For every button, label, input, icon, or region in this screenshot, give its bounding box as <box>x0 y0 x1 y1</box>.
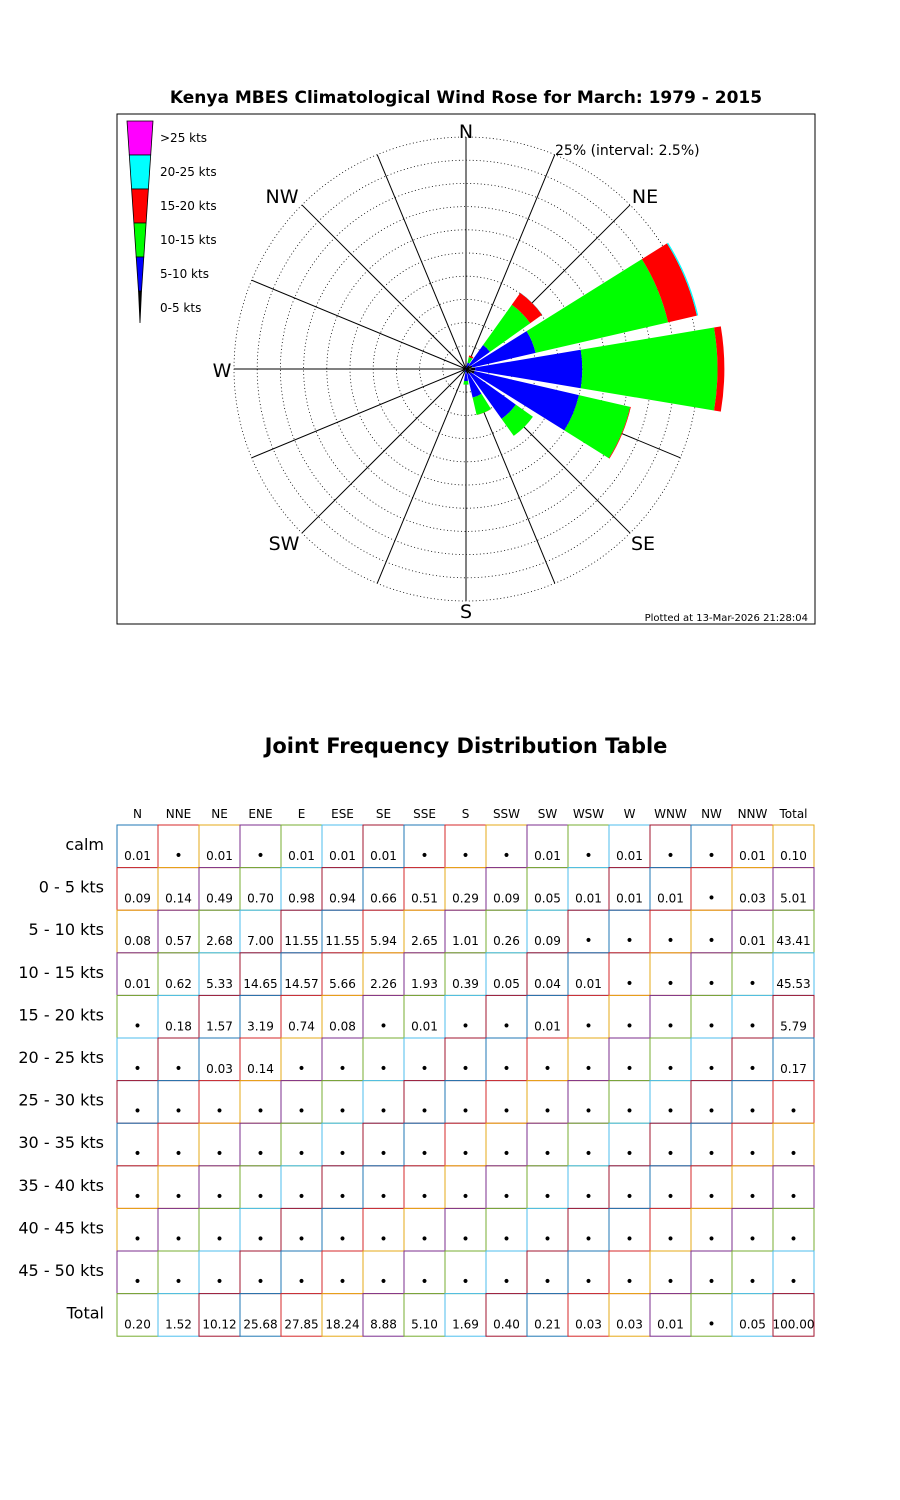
table-cell: • <box>707 1188 716 1205</box>
row-label: 20 - 25 kts <box>18 1048 104 1067</box>
table-cell: • <box>338 1061 347 1077</box>
table-cell: • <box>625 1061 634 1077</box>
table-cell: • <box>707 975 716 992</box>
table-cell: • <box>584 1231 593 1248</box>
table-cell: • <box>174 848 183 864</box>
column-header: W <box>623 807 636 821</box>
table-cell: 1.57 <box>206 1019 233 1034</box>
table-cell: • <box>748 1018 757 1035</box>
plotted-timestamp: Plotted at 13-Mar-2026 21:28:04 <box>644 613 808 624</box>
table-cell: • <box>748 975 757 992</box>
table-cell: 18.24 <box>325 1317 360 1332</box>
row-label: 30 - 35 kts <box>18 1133 104 1153</box>
table-cell: • <box>502 1146 511 1163</box>
table-cell: • <box>379 1274 388 1290</box>
table-cell: • <box>707 1103 716 1120</box>
table-cell: 14.65 <box>243 976 278 991</box>
table-cell: • <box>666 1103 675 1120</box>
legend-label: 10-15 kts <box>160 233 217 247</box>
table-cell: • <box>584 848 593 864</box>
table-cell: • <box>666 1231 675 1248</box>
table-cell: 0.01 <box>124 849 151 863</box>
table-cell: 0.01 <box>657 1317 684 1332</box>
table-cell: • <box>338 1146 347 1163</box>
table-cell: • <box>420 1061 429 1077</box>
table-cell: • <box>666 933 675 950</box>
table-cell: • <box>748 1274 757 1290</box>
table-cell: • <box>584 1018 593 1035</box>
column-header: WNW <box>654 807 687 821</box>
table-cell: • <box>543 1103 552 1120</box>
table-cell: 0.66 <box>370 891 397 906</box>
table-cell: 0.94 <box>329 891 356 906</box>
row-label: 5 - 10 kts <box>28 920 104 940</box>
table-cell: 1.93 <box>411 976 438 991</box>
table-cell: • <box>666 1018 675 1035</box>
row-label: Total <box>66 1303 104 1323</box>
compass-label-se: SE <box>630 533 656 555</box>
table-cell: • <box>133 1188 142 1205</box>
table-cell: • <box>256 1274 265 1290</box>
table-cell: • <box>420 1231 429 1248</box>
table-cell: • <box>584 1061 593 1077</box>
table-cell: • <box>748 1146 757 1163</box>
table-cell: 0.01 <box>329 849 356 863</box>
table-cell: • <box>502 1231 511 1248</box>
table-title: Joint Frequency Distribution Table <box>264 734 668 758</box>
table-cell: • <box>543 1188 552 1205</box>
table-cell: 0.01 <box>534 1019 561 1034</box>
table-cell: • <box>584 933 593 950</box>
table-cell: 0.01 <box>616 891 643 906</box>
table-cell: 0.17 <box>780 1062 807 1076</box>
legend-label: 5-10 kts <box>160 267 209 281</box>
table-cell: 2.26 <box>370 976 397 991</box>
table-cell: 0.03 <box>206 1062 233 1076</box>
table-cell: • <box>625 933 634 950</box>
table-cell: • <box>748 1188 757 1205</box>
table-cell: • <box>256 1103 265 1120</box>
wind-rose-title: Kenya MBES Climatological Wind Rose for March: 1979 - 2015 <box>169 88 763 108</box>
compass-label-w: W <box>212 360 232 382</box>
table-cell: • <box>461 1188 470 1205</box>
table-cell: 0.05 <box>493 976 520 991</box>
table-cell: • <box>789 1188 798 1205</box>
table-cell: 0.01 <box>534 849 561 863</box>
table-cell: 0.10 <box>780 849 807 863</box>
table-cell: • <box>215 1103 224 1120</box>
table-cell: • <box>625 1018 634 1035</box>
table-cell: 0.01 <box>288 849 315 863</box>
table-cell: 0.03 <box>739 891 766 906</box>
table-cell: • <box>666 1274 675 1290</box>
table-cell: • <box>379 1188 388 1205</box>
table-cell: • <box>461 1061 470 1077</box>
table-cell: • <box>461 1274 470 1290</box>
table-cell: • <box>707 1018 716 1035</box>
table-cell: 0.14 <box>165 891 192 906</box>
table-cell: • <box>666 1061 675 1077</box>
legend-label: 15-20 kts <box>160 199 217 213</box>
table-cell: 1.69 <box>452 1317 479 1332</box>
table-cell: • <box>215 1274 224 1290</box>
table-cell: • <box>666 1146 675 1163</box>
row-label: 25 - 30 kts <box>18 1090 104 1110</box>
table-cell: • <box>338 1274 347 1290</box>
table-cell: • <box>420 1103 429 1120</box>
row-label: 15 - 20 kts <box>18 1005 104 1025</box>
table-cell: 0.49 <box>206 891 233 906</box>
table-cell: • <box>133 1146 142 1163</box>
table-cell: • <box>256 848 265 864</box>
table-cell: • <box>584 1146 593 1163</box>
column-header: Total <box>779 807 808 821</box>
table-cell: 0.05 <box>739 1317 766 1332</box>
table-cell: • <box>502 1188 511 1205</box>
table-cell: 0.57 <box>165 934 192 949</box>
table-cell: 0.62 <box>165 976 192 991</box>
table-cell: • <box>133 1018 142 1035</box>
table-cell: 25.68 <box>243 1317 278 1332</box>
table-cell: • <box>420 1146 429 1163</box>
table-cell: • <box>625 1274 634 1290</box>
table-cell: • <box>461 1103 470 1120</box>
table-cell: • <box>420 1274 429 1290</box>
table-cell: • <box>297 1274 306 1290</box>
table-cell: 0.98 <box>288 891 315 906</box>
table-cell: • <box>215 1188 224 1205</box>
column-header: S <box>461 807 470 821</box>
table-cell: 8.88 <box>370 1317 397 1332</box>
table-cell: 27.85 <box>284 1317 319 1332</box>
compass-label-s: S <box>459 601 473 623</box>
table-cell: • <box>707 933 716 950</box>
table-cell: 5.10 <box>411 1317 438 1332</box>
table-cell: • <box>789 1274 798 1290</box>
compass-label-ne: NE <box>631 186 659 208</box>
table-cell: 5.66 <box>329 976 356 991</box>
table-cell: • <box>215 1146 224 1163</box>
column-header: ESE <box>331 807 354 821</box>
table-cell: • <box>625 1146 634 1163</box>
table-cell: • <box>461 848 470 864</box>
table-cell: • <box>502 1018 511 1035</box>
table-cell: 100.00 <box>772 1317 815 1332</box>
column-header: NNE <box>165 807 192 821</box>
table-cell: 14.57 <box>284 976 319 991</box>
table-cell: 0.01 <box>206 849 233 863</box>
table-cell: 0.21 <box>534 1317 561 1332</box>
table-cell: 0.20 <box>124 1317 151 1332</box>
table-cell: 43.41 <box>776 934 811 949</box>
table-cell: 0.09 <box>124 891 151 906</box>
table-cell: • <box>707 890 716 907</box>
table-cell: 5.94 <box>370 934 397 949</box>
table-cell: • <box>133 1231 142 1248</box>
row-label: 10 - 15 kts <box>18 962 104 982</box>
table-cell: • <box>256 1188 265 1205</box>
table-cell: 0.01 <box>575 891 602 906</box>
scale-label: 25% (interval: 2.5%) <box>555 143 700 159</box>
table-cell: 0.01 <box>575 976 602 991</box>
table-cell: • <box>789 1231 798 1248</box>
table-cell: • <box>707 1231 716 1248</box>
table-cell: • <box>748 1103 757 1120</box>
table-cell: • <box>707 1316 716 1333</box>
table-cell: 2.65 <box>411 934 438 949</box>
column-header: SE <box>375 807 392 821</box>
column-header: NE <box>211 807 228 821</box>
table-cell: • <box>133 1061 142 1077</box>
table-cell: 0.01 <box>739 849 766 863</box>
table-cell: 0.40 <box>493 1317 520 1332</box>
table-cell: 0.01 <box>616 849 643 863</box>
table-cell: • <box>461 1018 470 1035</box>
table-cell: 0.03 <box>575 1317 602 1332</box>
table-cell: • <box>789 1146 798 1163</box>
table-cell: • <box>748 1061 757 1077</box>
table-cell: • <box>256 1231 265 1248</box>
column-header: SSE <box>413 807 436 821</box>
table-cell: • <box>297 1188 306 1205</box>
table-cell: 0.09 <box>534 934 561 949</box>
table-cell: 3.19 <box>247 1019 274 1034</box>
table-cell: • <box>133 1103 142 1120</box>
table-cell: • <box>338 1103 347 1120</box>
table-cell: • <box>297 1231 306 1248</box>
table-cell: 0.09 <box>493 891 520 906</box>
column-header: NW <box>701 807 722 821</box>
table-cell: 0.26 <box>493 934 520 949</box>
table-cell: 0.01 <box>739 934 766 949</box>
table-cell: 45.53 <box>776 976 811 991</box>
legend-label: >25 kts <box>160 131 208 145</box>
table-cell: 1.52 <box>165 1317 192 1332</box>
legend-label: 20-25 kts <box>160 165 217 179</box>
table-cell: 0.39 <box>452 976 479 991</box>
column-header: SW <box>537 807 558 821</box>
table-cell: • <box>502 848 511 864</box>
table-cell: • <box>543 1231 552 1248</box>
table-cell: • <box>133 1274 142 1290</box>
table-cell: • <box>338 1188 347 1205</box>
table-cell: 0.04 <box>534 976 561 991</box>
row-label: 35 - 40 kts <box>18 1175 104 1195</box>
table-cell: • <box>174 1061 183 1077</box>
table-cell: • <box>584 1103 593 1120</box>
table-cell: • <box>297 1061 306 1077</box>
table-cell: 0.29 <box>452 891 479 906</box>
table-cell: • <box>297 1103 306 1120</box>
table-cell: • <box>748 1231 757 1248</box>
table-cell: • <box>461 1146 470 1163</box>
table-cell: 0.01 <box>124 976 151 991</box>
table-cell: 0.18 <box>165 1019 192 1034</box>
row-label: calm <box>65 835 104 854</box>
table-cell: • <box>584 1274 593 1290</box>
table-cell: • <box>502 1061 511 1077</box>
table-cell: • <box>625 1231 634 1248</box>
table-cell: 11.55 <box>325 934 360 949</box>
table-cell: • <box>502 1274 511 1290</box>
table-cell: 0.08 <box>329 1019 356 1034</box>
table-cell: • <box>707 848 716 864</box>
column-header: SSW <box>492 807 521 821</box>
table-cell: 0.01 <box>657 891 684 906</box>
table-cell: • <box>297 1146 306 1163</box>
table-cell: • <box>174 1103 183 1120</box>
table-cell: • <box>666 975 675 992</box>
table-cell: • <box>379 1061 388 1077</box>
column-header: ENE <box>248 807 273 821</box>
table-cell: 0.74 <box>288 1019 315 1034</box>
table-cell: • <box>379 1103 388 1120</box>
table-cell: • <box>379 1231 388 1248</box>
table-cell: • <box>379 1146 388 1163</box>
table-cell: 11.55 <box>284 934 319 949</box>
column-header: E <box>297 807 306 821</box>
table-cell: 0.70 <box>247 891 274 906</box>
table-cell: • <box>666 848 675 864</box>
table-cell: 0.03 <box>616 1317 643 1332</box>
table-cell: • <box>420 1188 429 1205</box>
table-cell: • <box>461 1231 470 1248</box>
table-cell: • <box>543 1146 552 1163</box>
table-cell: • <box>379 1018 388 1035</box>
row-label: 45 - 50 kts <box>18 1261 104 1280</box>
table-cell: 5.01 <box>780 891 807 906</box>
table-cell: • <box>543 1274 552 1290</box>
column-header: N <box>133 807 142 821</box>
table-cell: • <box>625 1103 634 1120</box>
table-cell: 2.68 <box>206 934 233 949</box>
table-cell: • <box>707 1274 716 1290</box>
table-cell: 5.79 <box>780 1019 807 1034</box>
table-cell: • <box>625 1188 634 1205</box>
table-cell: 0.01 <box>370 849 397 863</box>
table-cell: 7.00 <box>247 934 274 949</box>
compass-label-n: N <box>458 121 474 143</box>
table-cell: • <box>502 1103 511 1120</box>
table-cell: • <box>420 848 429 864</box>
compass-label-sw: SW <box>268 533 300 555</box>
table-cell: • <box>215 1231 224 1248</box>
table-cell: 0.14 <box>247 1062 274 1076</box>
table-cell: 10.12 <box>202 1317 237 1332</box>
table-cell: • <box>174 1274 183 1290</box>
table-cell: • <box>707 1146 716 1163</box>
table-cell: • <box>625 975 634 992</box>
table-cell: 5.33 <box>206 976 233 991</box>
legend-label: 0-5 kts <box>160 301 202 315</box>
table-cell: • <box>338 1231 347 1248</box>
table-cell: • <box>174 1188 183 1205</box>
table-cell: • <box>666 1188 675 1205</box>
table-cell: 0.05 <box>534 891 561 906</box>
table-cell: • <box>584 1188 593 1205</box>
table-cell: 0.08 <box>124 934 151 949</box>
table-cell: • <box>174 1146 183 1163</box>
table-cell: • <box>707 1061 716 1077</box>
column-header: WSW <box>572 807 605 821</box>
compass-label-nw: NW <box>265 186 299 208</box>
table-cell: 0.01 <box>411 1019 438 1034</box>
table-cell: 1.01 <box>452 934 479 949</box>
row-label: 40 - 45 kts <box>18 1218 104 1238</box>
table-cell: • <box>174 1231 183 1248</box>
column-header: NNW <box>737 807 768 821</box>
table-cell: 0.51 <box>411 891 438 906</box>
row-label: 0 - 5 kts <box>38 877 104 897</box>
table-cell: • <box>789 1103 798 1120</box>
table-cell: • <box>256 1146 265 1163</box>
table-cell: • <box>543 1061 552 1077</box>
